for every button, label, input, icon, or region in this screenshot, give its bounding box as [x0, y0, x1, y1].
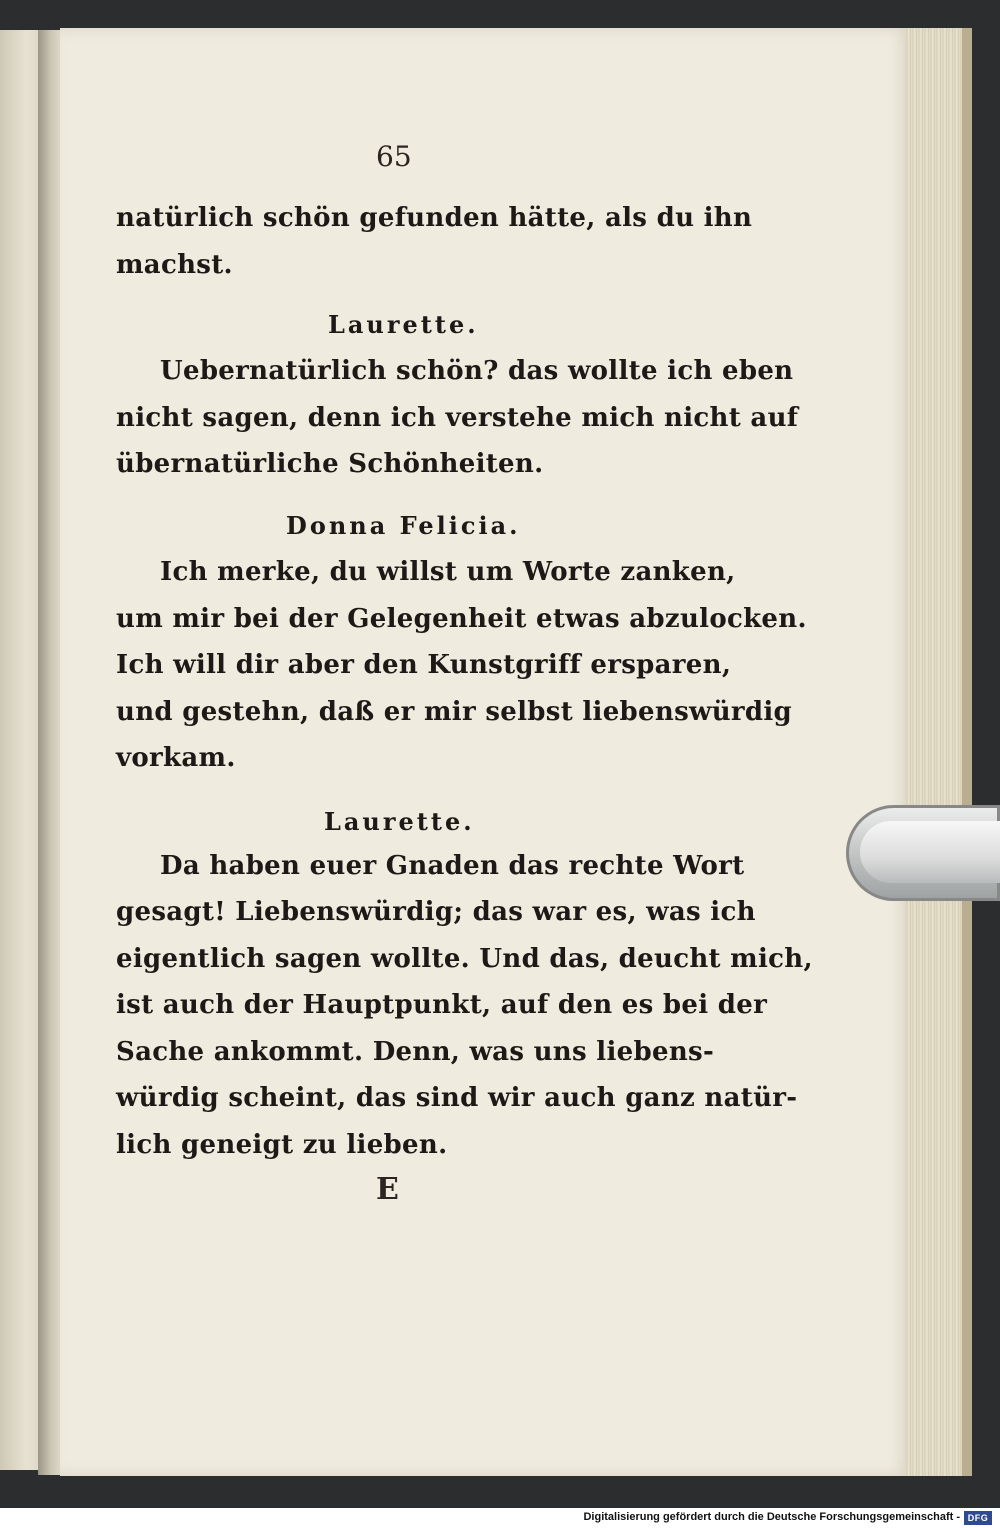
- text-line: und gestehn, daß er mir selbst liebenswürdig: [116, 697, 793, 727]
- text-line: Da haben euer Gnaden das rechte Wort: [160, 851, 745, 881]
- text-line: ist auch der Hauptpunkt, auf den es bei der: [116, 990, 768, 1020]
- text-line: nicht sagen, denn ich verstehe mich nicht auf: [116, 403, 799, 433]
- text-line: Uebernatürlich schön? das wollte ich eben: [160, 356, 794, 386]
- text-line: übernatürliche Schönheiten.: [116, 449, 544, 479]
- clip-highlight: [860, 821, 1000, 883]
- page-number: 65: [376, 140, 412, 173]
- page-edges-shadow: [962, 28, 972, 1476]
- text-line: gesagt! Liebenswürdig; das war es, was ich: [116, 897, 756, 927]
- text-line: Ich will dir aber den Kunstgriff ersparen,: [116, 650, 732, 680]
- text-line: natürlich schön gefunden hätte, als du ihn: [116, 203, 753, 233]
- speaker-name: Donna Felicia.: [286, 511, 521, 540]
- text-line: eigentlich sagen wollte. Und das, deucht mich,: [116, 944, 813, 974]
- text-line: Ich merke, du willst um Worte zanken,: [160, 557, 736, 587]
- page-clip: [846, 805, 1000, 901]
- footer-bar: [0, 1508, 1000, 1528]
- text-line: lich geneigt zu lieben.: [116, 1130, 448, 1160]
- text-line: vorkam.: [116, 743, 236, 773]
- speaker-name: Laurette.: [324, 807, 475, 836]
- text-line: würdig scheint, das sind wir auch ganz natür-: [116, 1083, 798, 1113]
- page-edges: [905, 28, 967, 1476]
- text-line: Sache ankommt. Denn, was uns liebens-: [116, 1037, 715, 1067]
- text-line: um mir bei der Gelegenheit etwas abzulocken.: [116, 604, 807, 634]
- dfg-logo: DFG: [964, 1511, 992, 1525]
- text-line: machst.: [116, 250, 233, 280]
- signature-mark: E: [376, 1172, 399, 1207]
- funding-credit: Digitalisierung gefördert durch die Deutsche Forschungsgemeinschaft -: [583, 1511, 960, 1523]
- speaker-name: Laurette.: [328, 310, 479, 339]
